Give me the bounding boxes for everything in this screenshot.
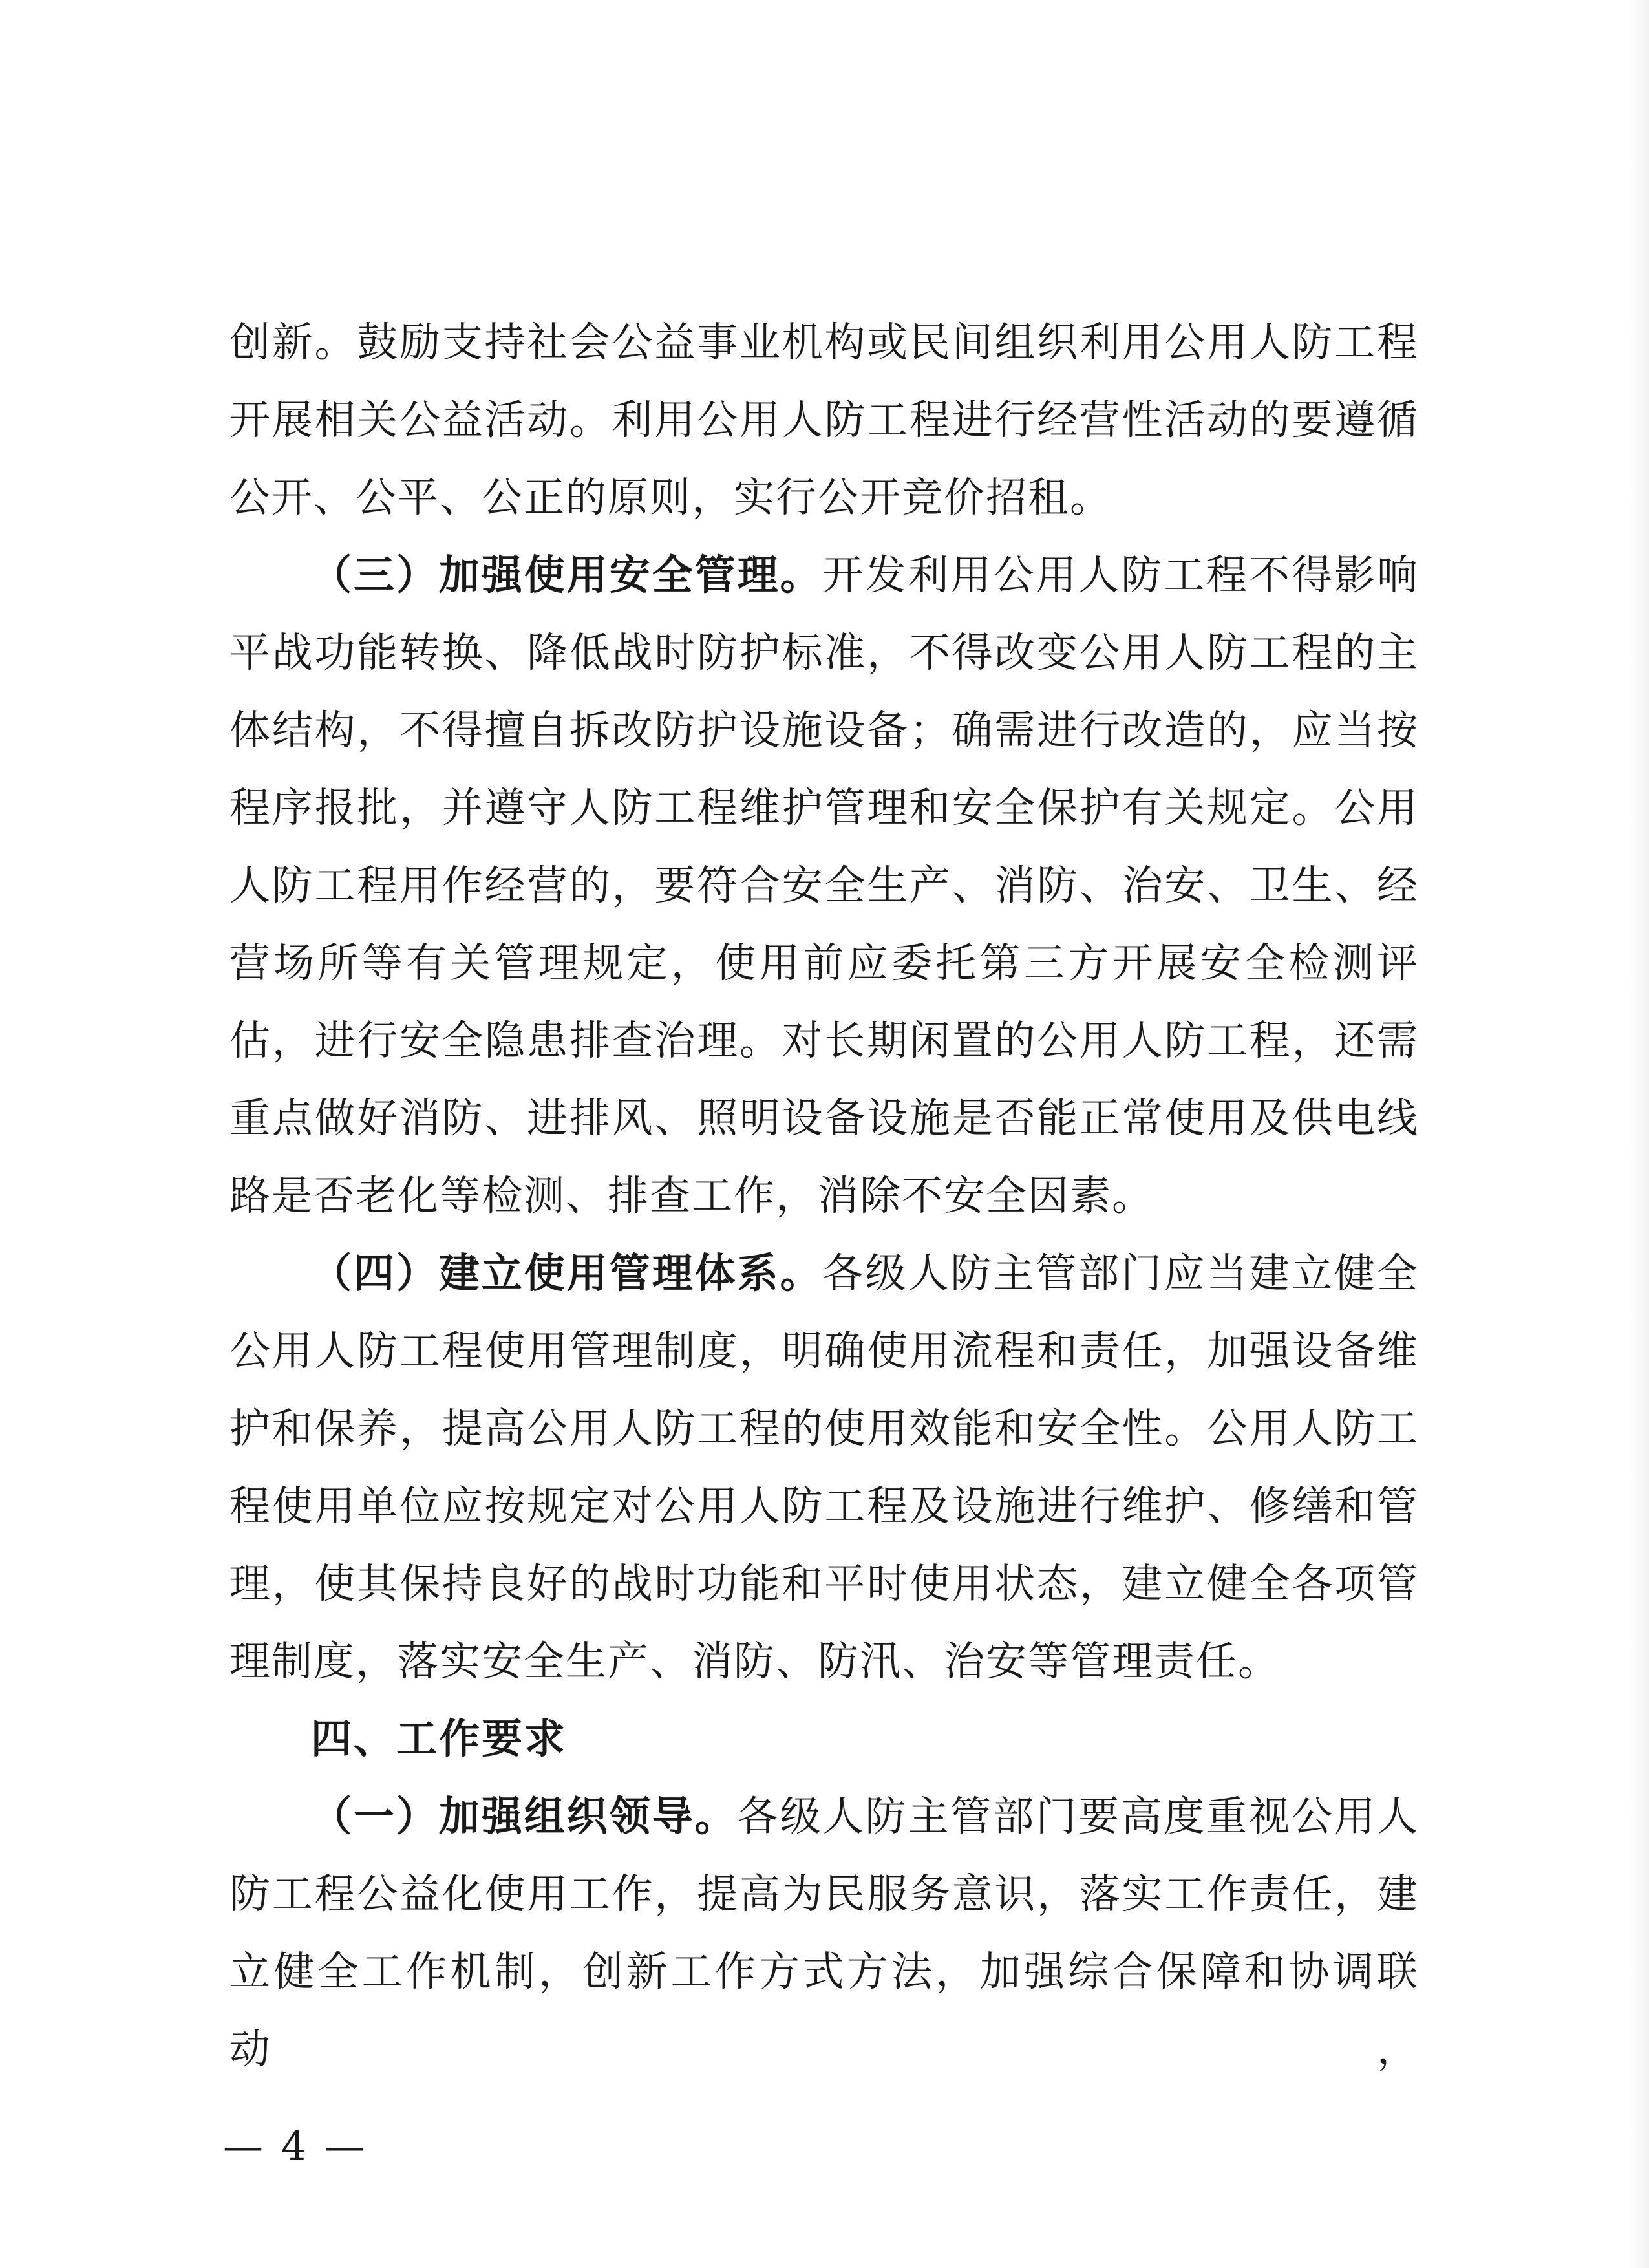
text-line: 开展相关公益活动。利用公用人防工程进行经营性活动的要遵循 <box>229 396 1419 444</box>
text-line: 各级人防主管部门要高度重视公用人 <box>737 1793 1420 1840</box>
first-line <box>229 1235 1419 1312</box>
text-line: 理制度，落实安全生产、消防、防汛、治安等管理责任。 <box>229 1638 1280 1685</box>
text-line: 程使用单位应按规定对公用人防工程及设施进行维护、修缮和管 <box>229 1482 1419 1530</box>
text-line: 立健全工作机制，创新工作方式方法，加强综合保障和协调联动， <box>229 1948 1419 2073</box>
paragraph-heading: （四）建立使用管理体系。 <box>311 1250 823 1297</box>
paragraph-heading: （三）加强使用安全管理。 <box>311 551 823 599</box>
text-line: 平战功能转换、降低战时防护标准，不得改变公用人防工程的主 <box>229 629 1419 676</box>
text-line: 理，使其保持良好的战时功能和平时使用状态，建立健全各项管 <box>229 1560 1419 1607</box>
text-line: 防工程公益化使用工作，提高为民服务意识，落实工作责任，建 <box>229 1870 1419 1918</box>
paragraph-continuation <box>229 304 1419 537</box>
first-line <box>229 537 1419 614</box>
text-line: 路是否老化等检测、排查工作，消除不安全因素。 <box>229 1172 1154 1219</box>
text-line: 护和保养，提高公用人防工程的使用效能和安全性。公用人防工 <box>229 1405 1419 1452</box>
paragraph-usage-safety <box>229 537 1419 1235</box>
first-line <box>229 1778 1419 1856</box>
text-line: 营场所等有关管理规定，使用前应委托第三方开展安全检测评 <box>229 939 1419 987</box>
paragraph-heading: （一）加强组织领导。 <box>311 1793 738 1840</box>
document-body <box>229 304 1419 2088</box>
text-line: 公用人防工程使用管理制度，明确使用流程和责任，加强设备维 <box>229 1327 1419 1375</box>
text-line: 开发利用公用人防工程不得影响 <box>822 551 1420 599</box>
page-number: — 4 — <box>223 2123 367 2170</box>
text-line: 创新。鼓励支持社会公益事业机构或民间组织利用公用人防工程 <box>229 319 1419 366</box>
paragraph-organization-leadership <box>229 1778 1419 2088</box>
page-edge-shadow <box>1630 0 1649 2268</box>
text-line: 各级人防主管部门应当建立健全 <box>822 1250 1420 1297</box>
text-line: 人防工程用作经营的，要符合安全生产、消防、治安、卫生、经 <box>229 862 1419 909</box>
text-line: 重点做好消防、进排风、照明设备设施是否能正常使用及供电线 <box>229 1095 1419 1142</box>
paragraph-management-system <box>229 1235 1419 1700</box>
section-title: 四、工作要求 <box>311 1715 567 1762</box>
text-line: 程序报批，并遵守人防工程维护管理和安全保护有关规定。公用 <box>229 784 1419 831</box>
text-line: 公开、公平、公正的原则，实行公开竞价招租。 <box>229 474 1112 521</box>
text-line: 估，进行安全隐患排查治理。对长期闲置的公用人防工程，还需 <box>229 1017 1419 1064</box>
text-line: 体结构，不得擅自拆改防护设施设备；确需进行改造的，应当按 <box>229 707 1419 754</box>
